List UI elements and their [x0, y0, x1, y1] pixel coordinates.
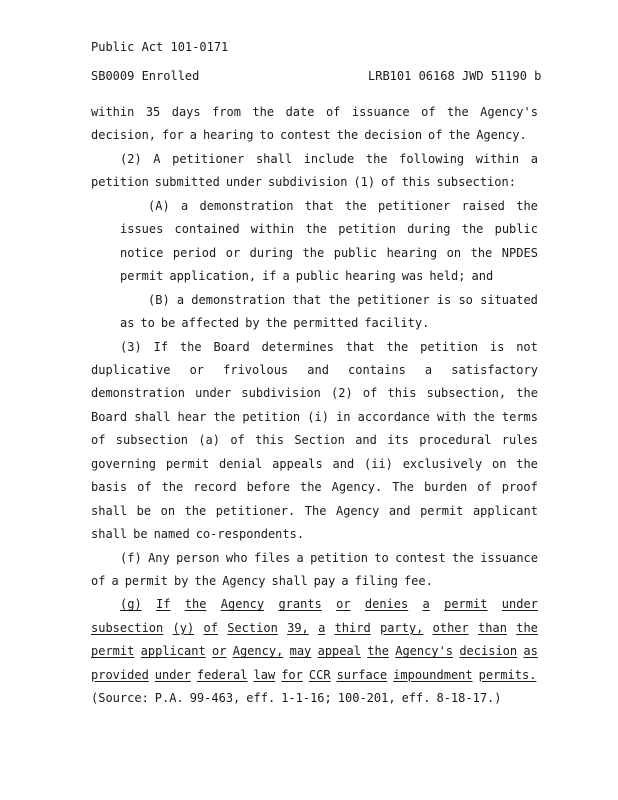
text-line: as to be affected by the permitted facility.	[120, 316, 430, 331]
bill-number: SB0009 Enrolled	[91, 69, 200, 83]
text-line: provided under federal law for CCR surface impoundment permits.	[91, 667, 537, 682]
text-line: governing permit denial appeals and (ii) exclusively on the	[91, 456, 538, 471]
text-line: (Source: P.A. 99-463, eff. 1-1-16; 100-201, eff. 8-18-17.)	[91, 691, 502, 706]
text-line: (g) If the Agency grants or denies a permit under	[120, 597, 538, 612]
text-line: (B) a demonstration that the petitioner is so situated	[148, 292, 538, 307]
text-line: within 35 days from the date of issuance of the Agency's	[91, 105, 538, 119]
text-line: subsection (y) of Section 39, a third party, other than the	[91, 620, 538, 635]
text-line: permit application, if a public hearing was held; and	[120, 269, 494, 284]
text-line: shall be named co-respondents.	[91, 527, 305, 542]
text-line: demonstration under subdivision (2) of this subsection, the	[91, 386, 538, 401]
text-line: basis of the record before the Agency. The burden of proof	[91, 480, 538, 495]
text-line: issues contained within the petition during the public	[120, 222, 538, 237]
text-line: (3) If the Board determines that the petition is not	[120, 339, 538, 354]
text-line: permit applicant or Agency, may appeal the Agency's decision as	[91, 644, 538, 659]
text-line: Board shall hear the petition (i) in accordance with the terms	[91, 409, 538, 424]
text-line: of a permit by the Agency shall pay a filing fee.	[91, 574, 433, 588]
text-line: (2) A petitioner shall include the following within a	[120, 151, 538, 166]
text-line: (A) a demonstration that the petitioner raised the	[148, 198, 538, 213]
text-line: (f) Any person who files a petition to contest the issuance	[120, 550, 538, 565]
text-line: notice period or during the public hearing on the NPDES	[120, 245, 538, 260]
text-line: decision, for a hearing to contest the decision of the Agency.	[91, 128, 527, 143]
public-act-label: Public Act 101-0171	[91, 40, 229, 54]
text-line: petition submitted under subdivision (1) of this subsection:	[91, 175, 516, 190]
text-line: duplicative or frivolous and contains a satisfactory	[91, 362, 538, 377]
text-line: of subsection (a) of this Section and its procedural rules	[91, 433, 538, 448]
text-line: shall be on the petitioner. The Agency and permit applicant	[91, 503, 538, 518]
lrb-number: LRB101 06168 JWD 51190 b	[368, 69, 542, 83]
